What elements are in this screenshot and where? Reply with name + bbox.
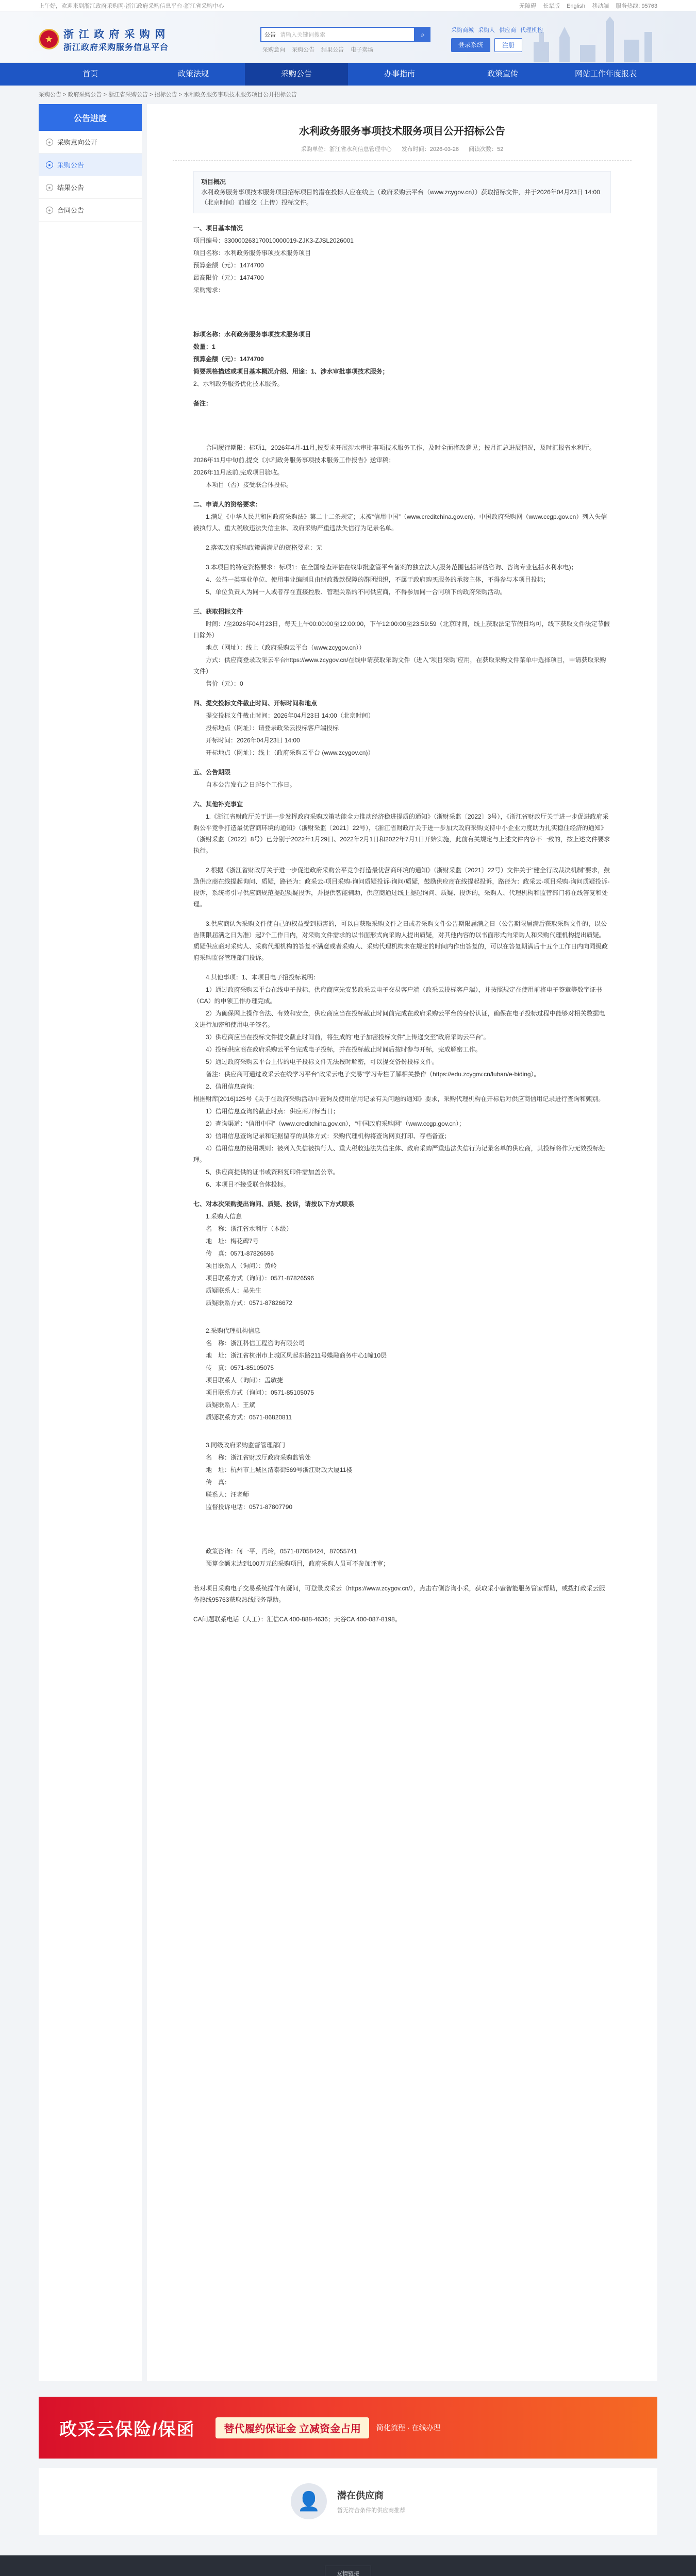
top-link-elderly[interactable]: 长辈版 xyxy=(543,3,560,9)
section-heading: 四、提交投标文件截止时间、开标时间和地点 xyxy=(193,700,318,707)
top-link-english[interactable]: English xyxy=(567,3,586,9)
contact-agency-name: 名 称：浙江科信工程咨询有限公司 xyxy=(206,1340,305,1347)
sidebar-item-label: 合同公告 xyxy=(57,207,85,214)
search-scope-select[interactable]: 公告 xyxy=(264,32,276,38)
nav-home[interactable]: 首页 xyxy=(82,70,98,78)
nav-policy[interactable]: 政策法规 xyxy=(177,70,209,78)
other-4f[interactable]: 备注：供应商可通过政采云在线学习平台“政采云电子交易”学习专栏了解相关操作（https://edu.zcygov.cn/luban/e-biding）。 xyxy=(206,1071,540,1078)
circle-icon: ● xyxy=(46,161,53,168)
lot-remark: 备注： xyxy=(193,400,212,407)
hot-word[interactable]: 结果公告 xyxy=(321,47,344,53)
project-name: 项目名称：水利政务服务事项技术服务项目 xyxy=(193,249,311,257)
article-meta xyxy=(173,145,632,161)
hot-word[interactable]: 电子卖场 xyxy=(351,47,374,53)
contact-agency-phone: 项目联系方式（询问）：0571-85105075 xyxy=(206,1389,314,1396)
policy-contact: 政策咨询：何一平，冯玲，0571-87058424，87055741 xyxy=(206,1548,357,1555)
header-link-purchaser[interactable]: 采购人 xyxy=(478,27,495,33)
other-3: 3.供应商认为采购文件使自己的权益受到损害的，可以自获取采购文件之日或者采购文件公告期限届满之日（公告期限届满后获取采购文件的，以公告期限届满之日为准）起7个工作日内，对采购文件需求的以书面形式向采购人提出质疑，对其他内容的以书面形式向采购人和采购代理机构提出质疑。质疑供应商对采购人、采购代理机构的答复不满意或者采购人、采购代理机构未在规定的时间内作出答复的，可以在答复期满后十五个工作日内向同级政府采购监督管理部门投诉。 xyxy=(193,920,608,961)
top-hotline: 服务热线: 95763 xyxy=(616,3,657,9)
other-4e: 5）通过政府采购云平台上传的电子投标文件无法按时解密，可以提交备份投标文件。 xyxy=(206,1058,438,1065)
contact-supervisor-address: 地 址：杭州市上城区清泰街569号浙江财政大厦11楼 xyxy=(206,1466,353,1473)
contact-purchaser-qa-phone: 质疑联系方式：0571-87826672 xyxy=(206,1299,293,1307)
sidebar-item-label: 采购公告 xyxy=(57,161,85,169)
credit-5: 4）信用信息的使用规则：被列入失信被执行人、重大税收违法失信主体、政府采购严重违法失信行为记录名单的供应商，其投标将作为无效投标处理。 xyxy=(193,1145,605,1163)
other-2: 2.根据《浙江省财政厅关于进一步促进政府采购公平竞争打造最优营商环境的通知》（浙财采监〔2021〕22号）文件关于“健全行政裁决机制”要求，鼓励供应商在线提起询问、质疑，路径为：政采云-项目采购-询问质疑投诉-询问/质疑，鼓励供应商在线提起投诉，路径为：政采云-项目采购-询问质疑投诉-投诉，系统将引导供应商规范提起质疑投诉，并提供智能辅助，供应商通过线上提起询问、质疑、投诉的，采购人、代理机构和监管部门将在线答复和处理。 xyxy=(193,867,610,908)
sidebar-item-label: 结果公告 xyxy=(57,184,85,192)
register-button[interactable]: 注册 xyxy=(494,38,522,52)
credit-3: 2）查询渠道：“信用中国”（www.creditchina.gov.cn），“中国政府采购网”（www.ccgp.gov.cn）； xyxy=(206,1120,465,1127)
submit-place: 投标地点（网址）：请登录政采云投标客户端投标 xyxy=(206,724,339,732)
friend-links-button[interactable]: 友情链接 xyxy=(325,2566,371,2576)
requirement-5: 5、单位负责人为同一人或者存在直接控股、管理关系的不同供应商，不得参加同一合同项下的政府采购活动。 xyxy=(206,588,506,596)
lot-budget: 预算金额（元）：1474700 xyxy=(193,355,264,363)
contact-supervisor-name: 名 称：浙江省财政厅政府采购监管处 xyxy=(206,1454,311,1461)
sidebar-item-label: 采购意向公开 xyxy=(57,139,98,146)
contact-purchaser-qa: 质疑联系人：吴先生 xyxy=(206,1287,262,1294)
supplier-subtitle: 暂无符合条件的供应商推荐 xyxy=(337,2507,405,2514)
contact-purchaser-fax: 传 真：0571-87826596 xyxy=(206,1250,274,1257)
contact-purchaser-person: 项目联系人（询问）：黄岭 xyxy=(206,1262,277,1269)
contact-purchaser-address: 地 址：梅花碑7号 xyxy=(206,1238,259,1245)
contact-agency-person: 项目联系人（询问）：孟敏捷 xyxy=(206,1377,284,1384)
logo-title: 浙 江 政 府 采 购 网 xyxy=(63,29,167,40)
article xyxy=(147,104,657,2381)
top-link-accessibility[interactable]: 无障碍 xyxy=(519,3,536,9)
requirement-3: 3.本项目的特定资格要求：标项1：在全国检查评估在线审批监管平台备案的独立法人(服务范围包括评估咨询、咨询专业包括水利水电)； xyxy=(206,564,577,571)
max-price: 最高限价（元）：1474700 xyxy=(193,274,264,281)
open-time: 开标时间：2026年04月23日 14:00 xyxy=(206,737,300,744)
nav-publicity[interactable]: 政策宣传 xyxy=(487,70,518,78)
lot-brief: 简要规格描述或项目基本概况介绍、用途：1、涉水审批事项技术服务； xyxy=(193,368,389,375)
budget-note: 预算金额未达到100万元的采购项目，政府采购人员可不参加评审； xyxy=(206,1560,390,1567)
other-4: 4.其他事项：1、本项目电子招投标说明： xyxy=(206,974,320,981)
credit-1: 根据财库[2016]125号《关于在政府采购活动中查询及使用信用记录有关问题的通知》要求，采购代理机构在开标后对供应商信用记录进行查询和甄别。 xyxy=(193,1095,605,1103)
search-input[interactable] xyxy=(260,27,415,42)
contact-supervisor-title: 3.同级政府采购监督管理部门 xyxy=(206,1442,286,1449)
credit-4: 3）信用信息查询记录和证据留存的具体方式：采购代理机构将查询网页打印、存档备查； xyxy=(206,1132,451,1140)
section-heading: 二、申请人的资格要求： xyxy=(193,501,262,508)
credit-2: 1）信用信息查询的截止时点：供应商开标当日； xyxy=(206,1108,339,1115)
contact-agency-title: 2.采购代理机构信息 xyxy=(206,1327,261,1334)
schedule-1: 2026年11月中旬前,提交《水利政务服务事项技术服务工作报告》送审稿； xyxy=(193,456,395,464)
top-link-mobile[interactable]: 移动端 xyxy=(592,3,609,9)
banner-subtitle: 简化流程 · 在线办理 xyxy=(376,2424,441,2432)
ca-contact: CA问题联系电话（人工）：汇信CA 400-888-4636；天谷CA 400-087-8198。 xyxy=(193,1616,401,1623)
emblem-icon: ★ xyxy=(39,29,59,49)
get-place: 地点（网址）：线上（政府采购云平台（www.zcygov.cn）） xyxy=(206,644,366,651)
banner-title: 政采云保险/保函 xyxy=(59,2419,195,2439)
contact-purchaser-name: 名 称：浙江省水利厅（本级） xyxy=(206,1225,293,1232)
contact-purchaser-title: 1.采购人信息 xyxy=(206,1213,242,1220)
contact-agency-qa-phone: 质疑联系方式：0571-86820811 xyxy=(206,1414,292,1421)
other-4c: 3）供应商应当在投标文件提交截止时间前，将生成的“电子加密投标文件”上传递交至“政府采购云平台”。 xyxy=(206,1033,490,1041)
nav-announcements[interactable]: 采购公告 xyxy=(245,63,348,86)
demand-title: 采购需求： xyxy=(193,286,225,294)
main-nav xyxy=(0,63,696,86)
get-time: 时间：/至2026年04月23日，每天上午00:00:00至12:00:00，下午12:00:00至23:59:59（北京时间，线上获取法定节假日均可，线下获取文件法定节假日除外） xyxy=(193,620,610,639)
other-4a: 1）通过政府采购云平台在线电子投标，供应商应先安装政采云电子交易客户端（政采云投标客户端），并按照规定在使用前将电子签章等数字证书（CA）的申领工作办理完成。 xyxy=(193,986,602,1005)
contact-supervisor-fax: 传 真： xyxy=(206,1479,231,1486)
project-summary xyxy=(193,171,611,213)
breadcrumb[interactable]: 采购公告 > 政府采购公告 > 浙江省采购公告 > 招标公告 > 水利政务服务事项技术服务项目公开招标公告 xyxy=(39,92,297,98)
header-link-agency[interactable]: 代理机构 xyxy=(520,27,543,33)
sidebar-item-result[interactable] xyxy=(39,176,142,199)
site-logo[interactable] xyxy=(39,26,169,53)
summary-title: 项目概况 xyxy=(201,178,226,185)
login-button[interactable]: 登录系统 xyxy=(451,38,490,52)
section-heading: 五、公告期限 xyxy=(193,769,231,776)
circle-icon: ● xyxy=(46,184,53,191)
banner-slogan: 替代履约保证金 立减资金占用 xyxy=(216,2417,369,2438)
credit-title: 2、信用信息查询： xyxy=(206,1083,259,1090)
budget-amount: 预算金额（元）：1474700 xyxy=(193,262,264,269)
contract-period: 合同履行期限：标项1，2026年4月-11月,按要求开展涉水审批事项技术服务工作，及时全面将改意见；按月汇总进展情况，及时汇报省水利厅。 xyxy=(206,444,595,451)
circle-icon: ● xyxy=(46,207,53,214)
insurance-banner[interactable] xyxy=(39,2397,657,2459)
submit-deadline: 提交投标文件截止时间：2026年04月23日 14:00（北京时间） xyxy=(206,712,374,719)
hot-word[interactable]: 采购公告 xyxy=(292,47,315,53)
help-note[interactable]: 若对项目采购电子交易系统操作有疑问，可登录政采云（https://www.zcygov.cn/），点击右侧咨询小采，获取采小蜜智能服务管家帮助，或拨打政采云服务热线95763获取热线服务帮助。 xyxy=(193,1585,605,1603)
lot-brief-2: 2、水利政务服务优化技术服务。 xyxy=(193,380,284,387)
section-heading: 一、项目基本情况 xyxy=(193,225,243,232)
requirement-4: 4、公益一类事业单位、使用事业编制且由财政拨款保障的群团组织，不属于政府购买服务的承接主体，不得参与本项目投标； xyxy=(206,576,550,583)
contact-supervisor-phone: 监督投诉电话：0571-87807790 xyxy=(206,1503,293,1511)
lot-name: 标项名称：水利政务服务事项技术服务项目 xyxy=(193,331,311,338)
sidebar-item-announcement[interactable] xyxy=(39,154,142,176)
skyline-decoration xyxy=(523,16,657,63)
welcome-text: 上午好，欢迎来到浙江政府采购网·浙江政府采购信息平台·浙江省采购中心 xyxy=(39,3,224,9)
sidebar xyxy=(39,104,142,2381)
header-link-supplier[interactable]: 供应商 xyxy=(499,27,516,33)
article-views: 阅读次数：52 xyxy=(469,146,504,152)
contact-supervisor-person: 联系人：汪老师 xyxy=(206,1491,250,1498)
main-area xyxy=(39,104,657,2381)
requirement-1: 1.满足《中华人民共和国政府采购法》第二十二条规定；未被“信用中国”（www.creditchina.gov.cn)、中国政府采购网（www.ccgp.gov.cn）列入失信被执行人、重大税收违法失信主体、政府采购严重违法失信行为记录名单。 xyxy=(193,513,607,532)
sidebar-item-intention[interactable] xyxy=(39,131,142,154)
section-heading: 六、其他补充事宜 xyxy=(193,801,243,808)
section-heading: 七、对本次采购提出询问、质疑、投诉，请按以下方式联系 xyxy=(193,1200,355,1208)
article-source: 采购单位：浙江省水利信息管理中心 xyxy=(301,146,392,152)
supplier-title: 潜在供应商 xyxy=(337,2490,384,2501)
section-heading: 三、获取招标文件 xyxy=(193,608,243,615)
article-title: 水利政务服务事项技术服务项目公开招标公告 xyxy=(299,126,505,137)
user-icon: 👤 xyxy=(291,2483,327,2519)
site-footer xyxy=(0,2555,696,2576)
sidebar-item-contract[interactable] xyxy=(39,199,142,222)
hot-words xyxy=(262,45,378,54)
credit-6: 5、供应商提供的证书或资料复印件需加盖公章。 xyxy=(206,1168,339,1176)
contact-agency-qa: 质疑联系人：王斌 xyxy=(206,1401,256,1409)
project-number: 项目编号：330000263170010000019-ZJK3-ZJSL2026001 xyxy=(193,237,354,244)
article-body xyxy=(193,223,611,1625)
sidebar-title: 公告进度 xyxy=(39,104,142,131)
contact-agency-fax: 传 真：0571-85105075 xyxy=(206,1364,274,1371)
consortium-note: 本项目（否）接受联合体投标。 xyxy=(206,481,293,488)
notice-period: 自本公告发布之日起5个工作日。 xyxy=(206,781,296,788)
search-placeholder: 请输入关键词搜索 xyxy=(280,32,325,38)
hot-word[interactable]: 采购意向 xyxy=(262,47,285,53)
other-1: 1.《浙江省财政厅关于进一步发挥政府采购政策功能全力推动经济稳进提质的通知》（浙财采监〔2022〕3号），《浙江省财政厅关于进一步促进政府采购公平竞争打造最优营商环境的通知》（浙财采监〔2021〕22号），《浙江省财政厅关于进一步加大政府采购支持中小企业力度助力扎实稳住经济的通知》（浙财采监〔2022〕8号）已分别于2022年1月29日、2022年2月1日和2022年7月1日开始实施，此前有关规定与上述文件内容不一致的，按上述文件要求执行。 xyxy=(193,813,610,854)
summary-text: 水利政务服务事项技术服务项目招标项目的潜在投标人应在线上（政府采购云平台（www.zcygov.cn））获取招标文件，并于2026年04月23日 14:00（北京时间）前递交（上传）投标文件。 xyxy=(201,189,600,206)
search-icon[interactable]: ⌕ xyxy=(415,27,430,42)
other-4d: 4）投标供应商在政府采购云平台完成电子投标，并在投标截止时间后按时参与开标，完成解密工作。 xyxy=(206,1046,482,1053)
logo-subtitle: 浙江政府采购服务信息平台 xyxy=(63,43,169,52)
nav-annual-report[interactable]: 网站工作年度报表 xyxy=(574,70,637,78)
get-price: 售价（元）：0 xyxy=(206,680,243,687)
contact-purchaser-phone: 项目联系方式（询问）：0571-87826596 xyxy=(206,1275,314,1282)
get-method: 方式：供应商登录政采云平台https://www.zcygov.cn/在线申请获取采购文件（进入“项目采购”应用，在获取采购文件菜单中选择项目，申请获取采购文件） xyxy=(193,656,606,675)
header-link-mall[interactable]: 采购商城 xyxy=(451,27,474,33)
potential-supplier-box xyxy=(39,2468,657,2535)
search-bar xyxy=(260,27,430,42)
circle-icon: ● xyxy=(46,139,53,146)
schedule-2: 2026年11月底前,完成项目验收。 xyxy=(193,469,284,476)
credit-7: 6、本项目不接受联合体投标。 xyxy=(206,1181,290,1188)
other-4b: 2）为确保网上操作合法、有效和安全，供应商应当在投标截止时间前完成在政府采购云平台的身份认证，确保在电子投标过程中能够对相关数据电文进行加密和使用电子签名。 xyxy=(193,1010,605,1028)
nav-guide[interactable]: 办事指南 xyxy=(384,70,415,78)
open-place: 开标地点（网址）：线上（政府采购云平台 (www.zcygov.cn)） xyxy=(206,749,374,756)
requirement-2: 2.落实政府采购政策需满足的资格要求：无 xyxy=(206,544,323,551)
lot-quantity: 数量：1 xyxy=(193,343,216,350)
top-bar xyxy=(0,0,696,11)
top-links xyxy=(514,2,657,10)
site-header xyxy=(0,11,696,63)
contact-agency-address: 地 址：浙江省杭州市上城区凤起东路211号蝶融商务中心1幢10层 xyxy=(206,1352,387,1359)
article-date: 发布时间：2026-03-26 xyxy=(401,146,459,152)
